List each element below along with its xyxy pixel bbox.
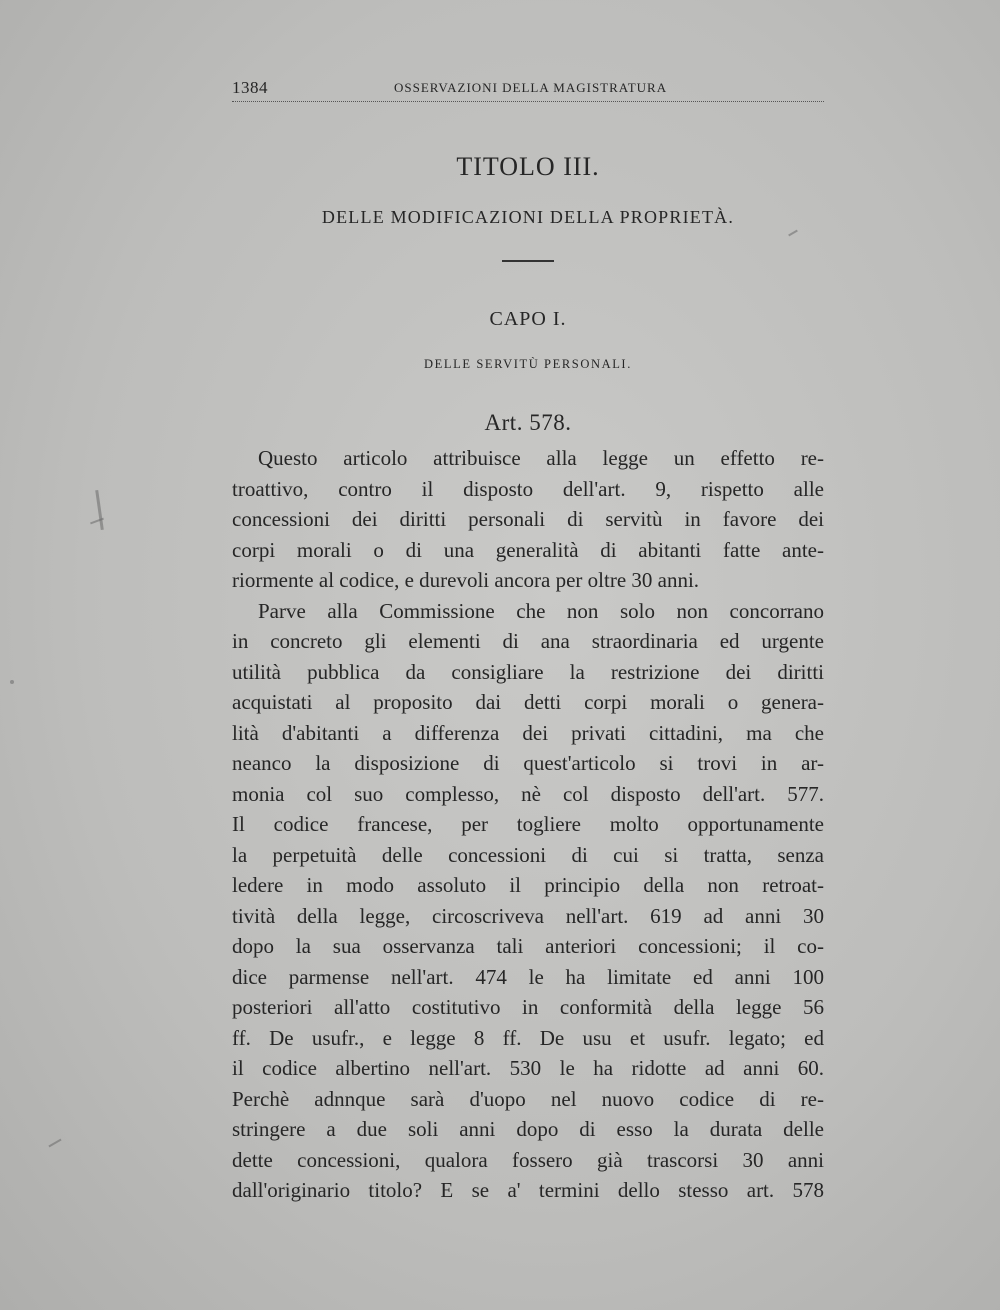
text-line: dopo la sua osservanza tali anteriori concessioni; il co- [232, 934, 824, 958]
section-divider [502, 260, 554, 262]
text-line: monia col suo complesso, nè col disposto dell'art. 577. [232, 781, 824, 806]
text-line: la perpetuità delle concessioni di cui si tratta, senza [232, 842, 824, 867]
text-line: in concreto gli elementi di ana straordinaria ed urgente [232, 629, 824, 653]
text-line: posteriori all'atto costitutivo in conformità della legge 56 [232, 995, 824, 1019]
text-line: neanco la disposizione di quest'articolo si trovi in ar- [232, 751, 824, 775]
article-heading: Art. 578. [484, 410, 572, 435]
title-subheading: DELLE MODIFICAZIONI DELLA PROPRIETÀ. [321, 207, 735, 227]
text-line: utilità pubblica da consigliare la restrizione dei diritti [232, 659, 824, 684]
text-line: acquistati al proposito dai detti corpi morali o genera- [232, 690, 824, 714]
scan-blemish [10, 680, 14, 684]
text-line: Perchè adnnque sarà d'uopo nel nuovo codice di re- [232, 1086, 824, 1111]
body-text [232, 443, 824, 1206]
text-line: ledere in modo assoluto il principio della non retroat- [232, 873, 824, 897]
text-line: riormente al codice, e durevoli ancora per oltre 30 anni. [232, 568, 700, 592]
text-line: Il codice francese, per togliere molto opportunamente [232, 812, 824, 836]
text-line: Questo articolo attribuisce alla legge un effetto re- [258, 446, 824, 470]
text-line: dice parmense nell'art. 474 le ha limitate ed anni 100 [232, 964, 824, 989]
scan-blemish [788, 230, 798, 237]
text-line: il codice albertino nell'art. 530 le ha ridotte ad anni 60. [232, 1056, 824, 1080]
text-line: troattivo, contro il disposto dell'art. 9, rispetto alle [232, 476, 824, 501]
page-number: 1384 [232, 78, 268, 97]
text-line: tività della legge, circoscriveva nell'art. 619 ad anni 30 [232, 903, 824, 928]
text-line: lità d'abitanti a differenza dei privati cittadini, ma che [232, 720, 824, 745]
chapter-subheading: DELLE SERVITÙ PERSONALI. [424, 357, 632, 371]
text-line: stringere a due soli anni dopo di esso la durata delle [232, 1117, 824, 1141]
text-line: corpi morali o di una generalità di abitanti fatte ante- [232, 537, 824, 562]
text-line: Parve alla Commissione che non solo non concorrano [258, 598, 824, 623]
text-line: ff. De usufr., e legge 8 ff. De usu et usufr. legato; ed [232, 1025, 824, 1050]
text-line: dette concessioni, qualora fossero già trascorsi 30 anni [232, 1147, 824, 1172]
chapter-heading: CAPO I. [489, 308, 567, 330]
running-title: OSSERVAZIONI DELLA MAGISTRATURA [394, 80, 668, 95]
title-heading: TITOLO III. [456, 152, 600, 181]
running-head [232, 78, 824, 100]
text-line: concessioni dei diritti personali di servitù in favore dei [232, 507, 824, 531]
header-rule [232, 101, 824, 102]
scan-blemish [95, 490, 104, 530]
text-line: dall'originario titolo? E se a' termini dello stesso art. 578 [232, 1178, 824, 1202]
scan-blemish [48, 1139, 61, 1148]
